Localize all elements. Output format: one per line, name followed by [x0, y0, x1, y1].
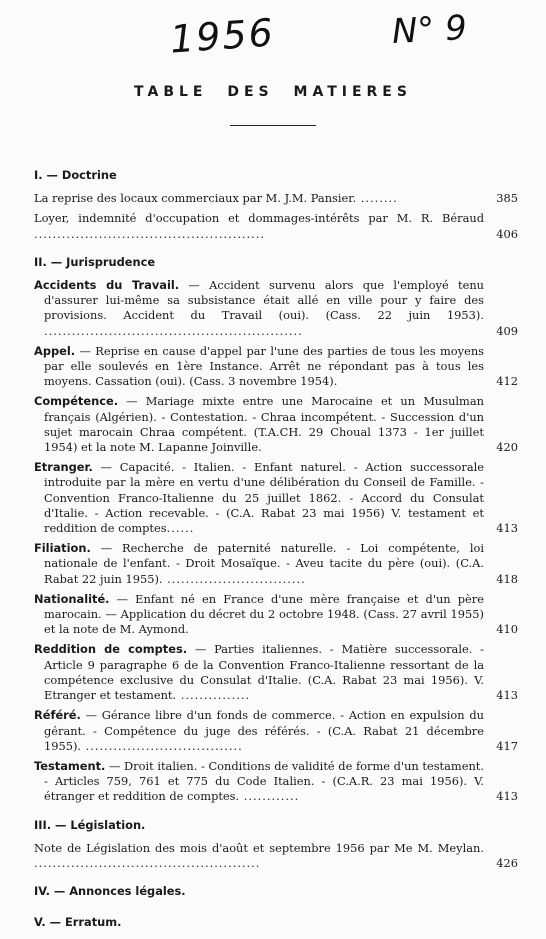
leader-dots: ............ — [239, 789, 300, 804]
section-spacer — [34, 907, 518, 915]
section-heading: V. — Erratum. — [34, 915, 122, 930]
toc-entry — [34, 592, 518, 638]
leader-dots: ........................................................ — [44, 323, 303, 338]
entry-heading: Compétence. — [34, 394, 119, 409]
leader-dots: .................................................. — [34, 226, 266, 241]
leader-dots: ................................................. — [34, 855, 261, 870]
leader-dots: .................................. — [81, 738, 243, 753]
toc-entry — [34, 460, 518, 536]
page-number: 413 — [496, 688, 518, 703]
toc-entry — [34, 841, 518, 871]
leader-dots: ...... — [166, 521, 195, 536]
entry-text: — Accident survenu alors que l'employé tenu d'assurer lui-même sa subsistance était allé en ville pour y faire des provisions. Accident du Travail (oui). (Cass. 22 juin 1953). — [44, 278, 485, 323]
section-spacer — [34, 810, 518, 818]
entry-heading: Appel. — [34, 343, 76, 358]
entry-text: — Reprise en cause d'appel par l'une des parties de tous les moyens par elle soulevés en 1ère Instance. Arrêt ne répondant pas à tous les moyens. Cassation (oui). (Cass. 3 novembre 1954). — [44, 343, 484, 389]
toc-entry — [34, 191, 518, 206]
section-spacer — [34, 876, 518, 884]
page-number: 410 — [496, 622, 518, 637]
section-heading: I. — Doctrine — [34, 168, 117, 182]
section-spacer — [34, 247, 518, 255]
entry-heading: Filiation. — [34, 541, 91, 556]
entry-heading: Référé. — [34, 708, 81, 723]
page-number: 406 — [496, 226, 518, 241]
entry-text: — Capacité. - Italien. - Enfant naturel. - Action successorale introduite par la mère en vertu d'une délibération du Conseil de Famille. - Convention Franco-Italienne du 25 juillet 1862. - Accord du Consulat d'Italie. - Action recevable. - (C.A. Rabat 23 mai 1956) V. testament et reddition de comptes — [44, 460, 484, 536]
toc-entry — [34, 708, 518, 754]
handwritten-year: 1956 — [168, 10, 277, 62]
page-number: 413 — [496, 521, 518, 536]
title-divider — [230, 125, 316, 126]
leader-dots: .............................. — [162, 571, 306, 586]
page-number: 417 — [496, 738, 518, 753]
entry-heading: Testament. — [34, 758, 106, 773]
entry-text: — Recherche de paternité naturelle. - Loi compétente, loi nationale de l'enfant. - Droit Mosaïque. - Aveu tacite du père (oui). (C.A. Rabat 22 juin 1955). — [44, 541, 484, 586]
page-title: TABLE DES MATIERES — [134, 84, 412, 100]
page-number: 385 — [496, 191, 518, 206]
page-number: 426 — [496, 855, 518, 870]
entry-text: Note de Législation des mois d'août et septembre 1956 par Me M. Meylan. — [34, 840, 484, 855]
entry-text: La reprise des locaux commerciaux par M. J.M. Pansier. — [34, 191, 357, 206]
entry-heading: Accidents du Travail. — [34, 278, 180, 293]
toc-entry — [34, 759, 518, 805]
entry-text: — Droit italien. - Conditions de validité de forme d'un testament. - Articles 759, 761 et 775 du Code Italien. - (C.A.R. 23 mai 1956). V. étranger et reddition de comptes. — [44, 758, 484, 804]
leader-dots: ........ — [356, 191, 398, 206]
entry-heading: Etranger. — [34, 460, 93, 475]
entry-text: Loyer, indemnité d'occupation et dommages-intérêts par M. R. Béraud — [34, 211, 484, 226]
entry-text: — Parties italiennes. - Matière successorale. - Article 9 paragraphe 6 de la Convention Franco-Italienne ressortant de la compétence exclusive du Consulat d'Italie. (C.A. Rabat 23 mai 1956). V. Etranger et testament. — [44, 642, 484, 703]
page-number: 413 — [496, 789, 518, 804]
toc-entry — [34, 211, 518, 241]
page-number: 409 — [496, 323, 518, 338]
toc-entry — [34, 642, 518, 703]
handwritten-issue-number: N° 9 — [391, 8, 468, 52]
toc-entry — [34, 278, 518, 339]
entry-text: — Mariage mixte entre une Marocaine et un Musulman français (Algérien). - Contestation. - Chraa incompétent. - Succession d'un sujet marocain Chraa compétent. (T.A.CH. 29 Choual 1373 - 1er juillet 1954) et la note M. Lapanne Joinville. — [44, 394, 484, 455]
section-heading: II. — Jurisprudence — [34, 254, 156, 269]
section-heading: III. — Législation. — [34, 817, 146, 832]
page-number: 420 — [496, 440, 518, 455]
page-number: 412 — [496, 374, 518, 389]
entry-heading: Reddition de comptes. — [34, 642, 188, 657]
toc-entry — [34, 394, 518, 455]
entry-heading: Nationalité. — [34, 591, 110, 606]
page-number: 418 — [496, 571, 518, 586]
toc-entry — [34, 344, 518, 390]
table-of-contents — [34, 168, 518, 939]
entry-text: — Gérance libre d'un fonds de commerce. - Action en expulsion du gérant. - Compétence du juge des référés. - (C.A. Rabat 21 décembre 1955). — [44, 708, 484, 753]
toc-entry — [34, 541, 518, 587]
section-heading: IV. — Annonces légales. — [34, 884, 186, 899]
entry-text: — Enfant né en France d'une mère française et d'un père marocain. — Application du décret du 2 octobre 1948. (Cass. 27 avril 1955) et la note de M. Aymond. — [44, 591, 484, 637]
leader-dots: ............... — [176, 688, 251, 703]
